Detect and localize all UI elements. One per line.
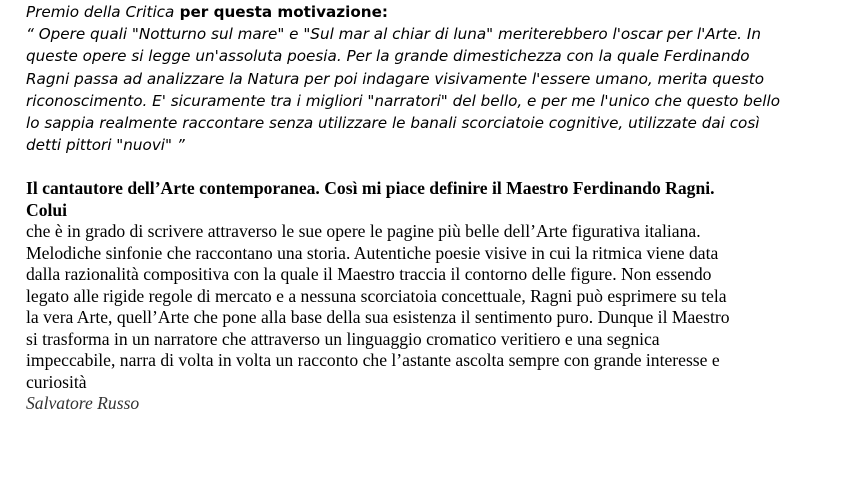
- motivation-line: “ Opere quali "Notturno sul mare" e "Sul mar al chiar di luna" meriterebbero l'oscar per l'Arte. In: [26, 25, 761, 44]
- motivation-line: Ragni passa ad analizzare la Natura per poi indagare visivamente l'essere umano, merita questo: [26, 69, 764, 88]
- article-lead-line: Il cantautore dell’Arte contemporanea. Così mi piace definire il Maestro Ferdinando Ragni.: [26, 178, 715, 199]
- award-heading-suffix: per questa motivazione:: [174, 3, 388, 21]
- article-author: Salvatore Russo: [26, 393, 140, 414]
- motivation-line: lo sappia realmente raccontare senza utilizzare le banali scorciatoie cognitive, utilizzate dai così: [26, 114, 760, 133]
- article-lead-line: Colui: [26, 199, 68, 220]
- award-label: Premio della Critica: [26, 3, 175, 21]
- section-divider-space: [26, 156, 836, 178]
- article-body-line: curiosità: [26, 371, 87, 392]
- motivation-line: queste opere si legge un'assoluta poesia. Per la grande dimestichezza con la quale Ferdinando: [26, 47, 750, 66]
- article-section: [26, 178, 836, 415]
- article-body-line: impeccabile, narra di volta in volta un racconto che l’astante ascolta sempre con grande interesse e: [26, 350, 720, 371]
- motivation-line: detti pittori "nuovi" ”: [26, 136, 185, 155]
- document-page: [26, 0, 836, 415]
- article-body-line: che è in grado di scrivere attraverso le sue opere le pagine più belle dell’Arte figurativa italiana.: [26, 221, 701, 242]
- article-body-line: dalla razionalità compositiva con la quale il Maestro traccia il contorno delle figure. Non essendo: [26, 264, 712, 285]
- article-body-line: legato alle rigide regole di mercato e a nessuna scorciatoia concettuale, Ragni può esprimere su tela: [26, 285, 727, 306]
- article-body-line: si trasforma in un narratore che attraverso un linguaggio cromatico veritiero e una segnica: [26, 328, 660, 349]
- award-heading: [26, 0, 836, 23]
- motivation-line: riconoscimento. E' sicuramente tra i migliori "narratori" del bello, e per me l'unico che questo bello: [26, 91, 781, 110]
- critic-award-section: [26, 0, 836, 156]
- article-body-line: la vera Arte, quell’Arte che pone alla base della sua esistenza il sentimento puro. Dunque il Maestro: [26, 307, 730, 328]
- article-body-line: Melodiche sinfonie che raccontano una storia. Autentiche poesie visive in cui la ritmica viene data: [26, 242, 719, 263]
